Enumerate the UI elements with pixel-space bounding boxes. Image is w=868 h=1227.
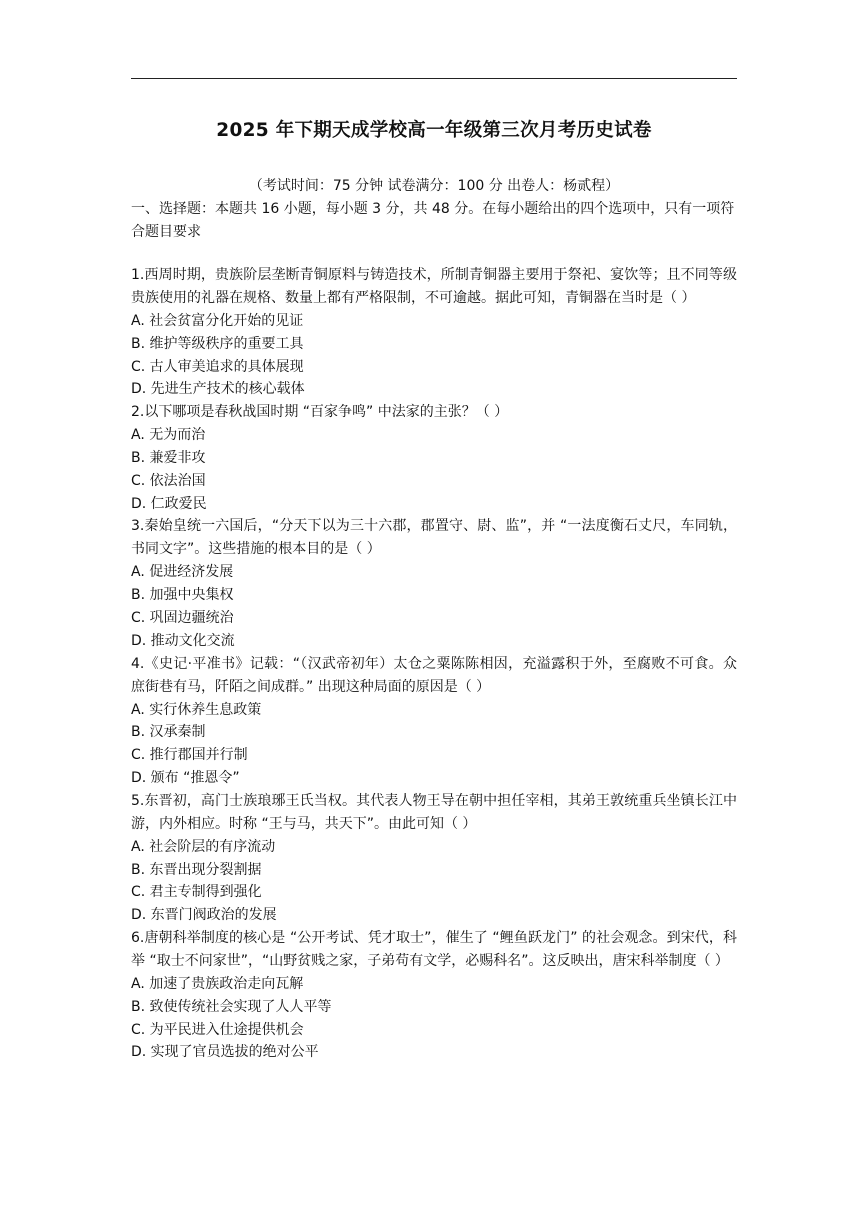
question-stem: 5.东晋初，高门士族琅琊王氏当权。其代表人物王导在朝中担任宰相，其弟王敦统重兵坐镇长江中游，内外相应。时称 “王与马，共天下”。由此可知（ ） [131, 792, 737, 832]
question-5 [131, 790, 737, 927]
section-instructions: 一、选择题：本题共 16 小题，每小题 3 分，共 48 分。在每小题给出的四个选项中，只有一项符合题目要求 [131, 201, 735, 240]
option-c: C. 依法治国 [131, 472, 206, 489]
option-a: A. 社会贫富分化开始的见证 [131, 313, 304, 329]
option-d: D. 仁政爱民 [131, 495, 207, 512]
question-1 [131, 264, 737, 401]
question-list [131, 264, 737, 1064]
option-b: B. 汉承秦制 [131, 724, 206, 741]
question-stem: 1.西周时期，贵族阶层垄断青铜原料与铸造技术，所制青铜器主要用于祭祀、宴饮等；且不同等级贵族使用的礼器在规格、数量上都有严格限制，不可逾越。据此可知，青铜器在当时是（ ） [131, 267, 737, 306]
question-stem: 4.《史记·平准书》记载：“（汉武帝初年）太仓之粟陈陈相因，充溢露积于外，至腐败不可食。众庶街巷有马，阡陌之间成群。” 出现这种局面的原因是（ ） [131, 655, 737, 695]
option-d: D. 先进生产技术的核心载体 [131, 381, 305, 398]
option-c: C. 巩固边疆统治 [131, 609, 234, 626]
question-2 [131, 401, 737, 515]
option-b: B. 维护等级秩序的重要工具 [131, 335, 304, 352]
option-b: B. 加强中央集权 [131, 587, 234, 604]
question-stem: 3.秦始皇统一六国后，“分天下以为三十六郡，郡置守、尉、监”，并 “一法度衡石丈尺，车同轨，书同文字”。这些措施的根本目的是（ ） [131, 518, 737, 558]
option-a: A. 无为而治 [131, 427, 206, 444]
question-6 [131, 927, 737, 1064]
question-stem: 6.唐朝科举制度的核心是 “公开考试、凭才取士”，催生了 “鲤鱼跃龙门” 的社会观念。到宋代，科举 “取士不问家世”，“山野贫贱之家，子弟苟有文学，必赐科名”。这反映出，唐宋科举制度（ ） [131, 929, 737, 969]
option-b: B. 兼爱非攻 [131, 449, 206, 466]
option-a: A. 加速了贵族政治走向瓦解 [131, 975, 304, 992]
option-b: B. 致使传统社会实现了人人平等 [131, 998, 332, 1015]
option-c: C. 为平民进入仕途提供机会 [131, 1021, 304, 1038]
option-d: D. 颁布 “推恩令” [131, 769, 240, 786]
option-d: D. 东晋门阀政治的发展 [131, 907, 277, 924]
exam-title: 2025 年下期天成学校高一年级第三次月考历史试卷 [216, 120, 652, 141]
question-3 [131, 515, 737, 652]
option-d: D. 推动文化交流 [131, 632, 235, 649]
question-4 [131, 653, 737, 790]
option-a: A. 社会阶层的有序流动 [131, 838, 276, 855]
exam-info: （考试时间：75 分钟 试卷满分：100 分 出卷人：杨贰程） [248, 178, 620, 194]
option-a: A. 促进经济发展 [131, 564, 234, 581]
option-c: C. 君主专制得到强化 [131, 884, 262, 901]
header-rule [131, 78, 737, 79]
question-stem: 2.以下哪项是春秋战国时期 “百家争鸣” 中法家的主张？（ ） [131, 404, 509, 421]
option-b: B. 东晋出现分裂割据 [131, 861, 262, 878]
option-c: C. 推行郡国并行制 [131, 747, 248, 764]
option-d: D. 实现了官员选拔的绝对公平 [131, 1044, 319, 1061]
option-a: A. 实行休养生息政策 [131, 701, 262, 718]
option-c: C. 古人审美追求的具体展现 [131, 358, 304, 375]
